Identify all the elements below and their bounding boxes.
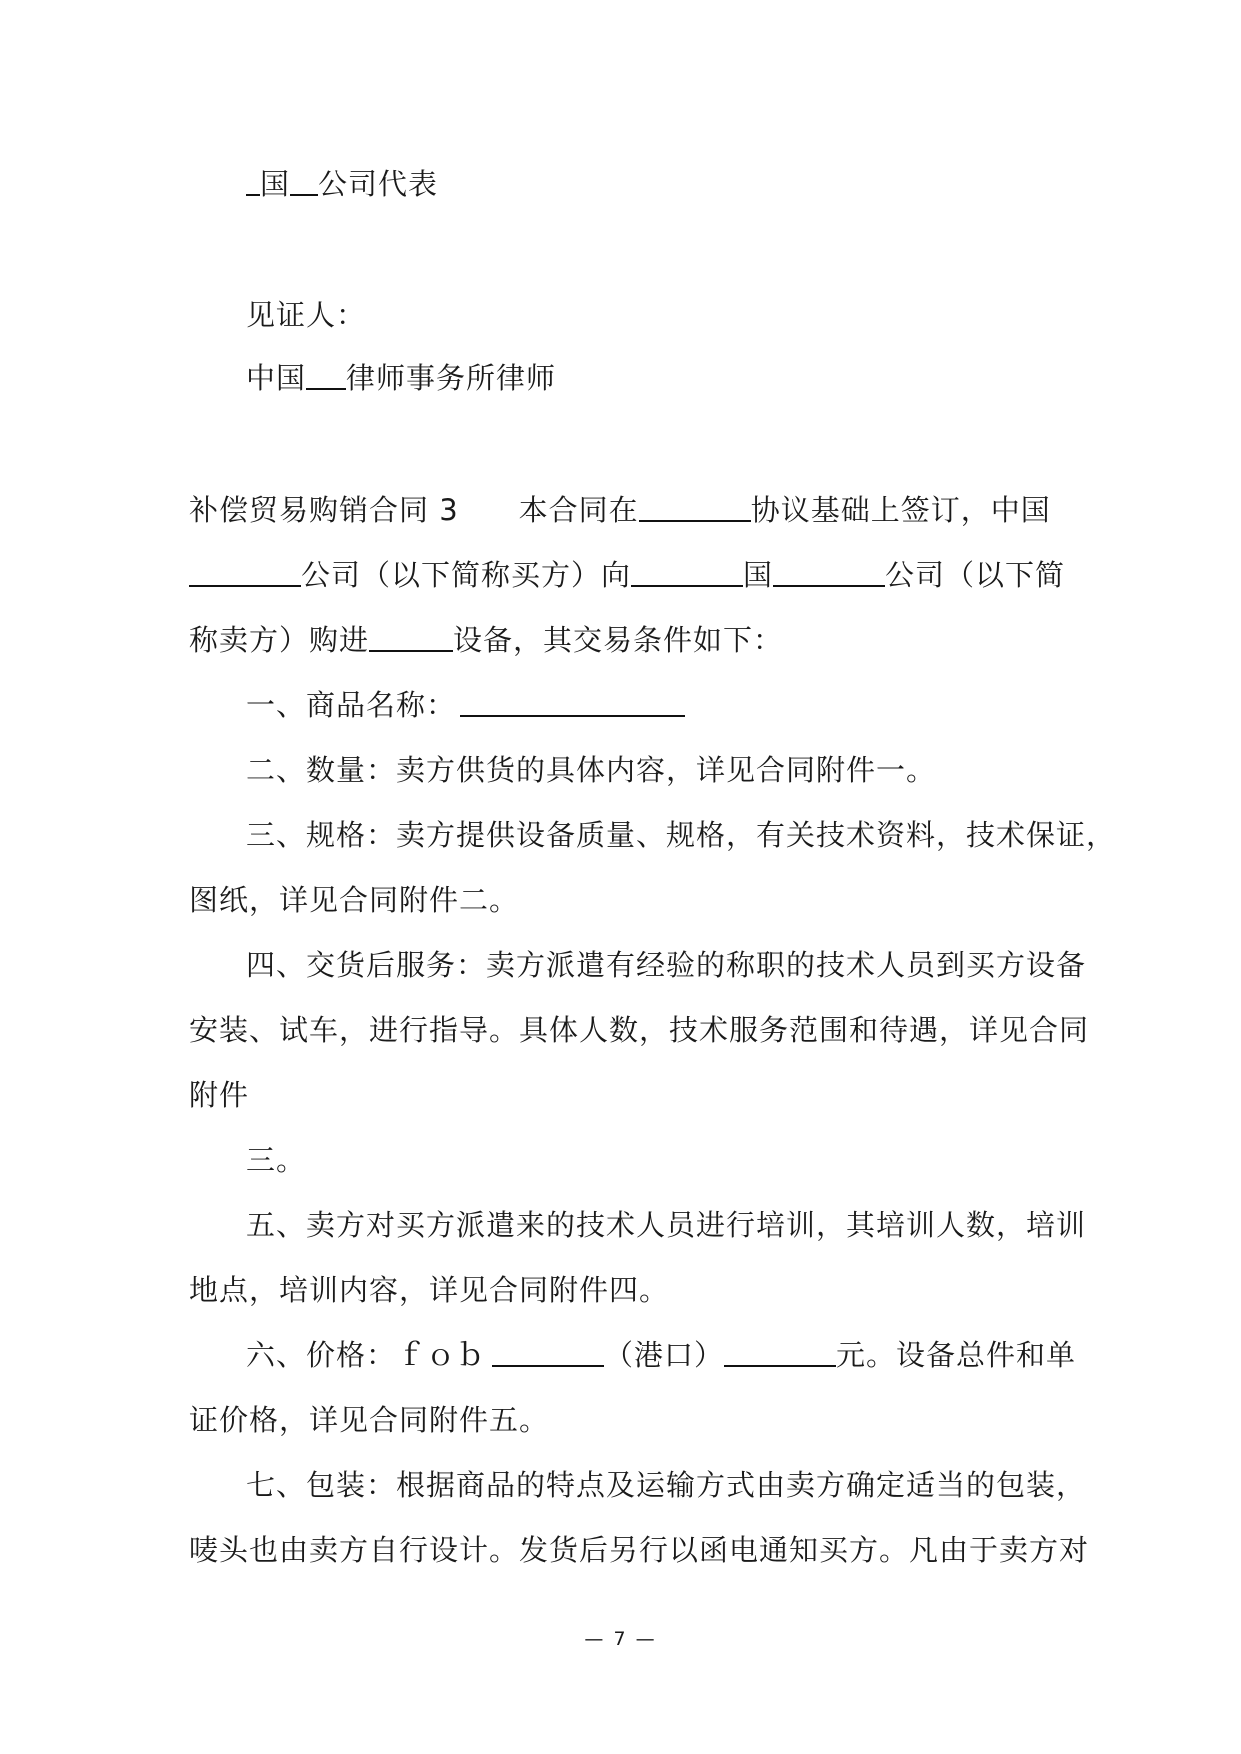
item-6-line-1	[246, 1335, 1076, 1375]
item-text: （港口）	[604, 1338, 725, 1372]
blank-field	[492, 1339, 604, 1367]
item-4-line-2: 安装、试车，进行指导。具体人数，技术服务范围和待遇，详见合同	[189, 1013, 1090, 1047]
intro-text: 设备，其交易条件如下：	[453, 623, 784, 657]
item-5-line-2: 地点，培训内容，详见合同附件四。	[189, 1273, 670, 1307]
intro-text: 称卖方）购进	[189, 623, 370, 657]
intro-text: 公司（以下简称买方）向	[301, 558, 632, 592]
blank-field	[290, 168, 318, 196]
blank-field	[189, 559, 301, 587]
contract-line-1	[189, 490, 1051, 530]
blank-field	[639, 494, 751, 522]
item-1	[246, 685, 685, 725]
intro-text: 国	[743, 558, 774, 592]
blank-field	[246, 168, 260, 196]
witness-prefix: 中国	[246, 361, 307, 395]
witness-suffix: 律师事务所律师	[346, 361, 557, 395]
contract-line-2	[189, 555, 1065, 595]
blank-field	[306, 362, 346, 390]
intro-text: 本合同在	[518, 493, 639, 527]
item-7-line-1: 七、包装：根据商品的特点及运输方式由卖方确定适当的包装，	[246, 1468, 1087, 1502]
witness-label: 见证人：	[246, 298, 367, 332]
contract-line-3	[189, 620, 783, 660]
item-4-line-3: 附件	[189, 1078, 250, 1112]
company-rep-text: 公司代表	[318, 167, 439, 201]
blank-field	[724, 1339, 836, 1367]
page-number: — 7 —	[584, 1628, 657, 1650]
item-text: 一、商品名称：	[246, 688, 457, 722]
item-4-line-4: 三。	[246, 1143, 307, 1177]
witness-line	[246, 358, 556, 398]
item-5-line-1: 五、卖方对买方派遣来的技术人员进行培训，其培训人数，培训	[246, 1208, 1087, 1242]
item-7-line-2: 唛头也由卖方自行设计。发货后另行以函电通知买方。凡由于卖方对	[189, 1533, 1090, 1567]
item-text: 元。设备总件和单	[836, 1338, 1077, 1372]
signatory-line	[246, 164, 438, 204]
blank-field	[460, 689, 685, 717]
country-text: 国	[260, 167, 291, 201]
item-text: 六、价格：ｆｏｂ	[246, 1338, 487, 1372]
contract-title: 补偿贸易购销合同 3	[189, 493, 459, 527]
item-3-line-1: 三、规格：卖方提供设备质量、规格，有关技术资料，技术保证，	[246, 818, 1117, 852]
intro-text: 公司（以下简	[885, 558, 1066, 592]
blank-field	[773, 559, 885, 587]
intro-text: 协议基础上签订，中国	[750, 493, 1051, 527]
blank-field	[369, 624, 453, 652]
item-2: 二、数量：卖方供货的具体内容，详见合同附件一。	[246, 753, 937, 787]
item-6-line-2: 证价格，详见合同附件五。	[189, 1403, 550, 1437]
blank-field	[631, 559, 743, 587]
item-4-line-1: 四、交货后服务：卖方派遣有经验的称职的技术人员到买方设备	[246, 948, 1087, 982]
item-3-line-2: 图纸，详见合同附件二。	[189, 883, 520, 917]
